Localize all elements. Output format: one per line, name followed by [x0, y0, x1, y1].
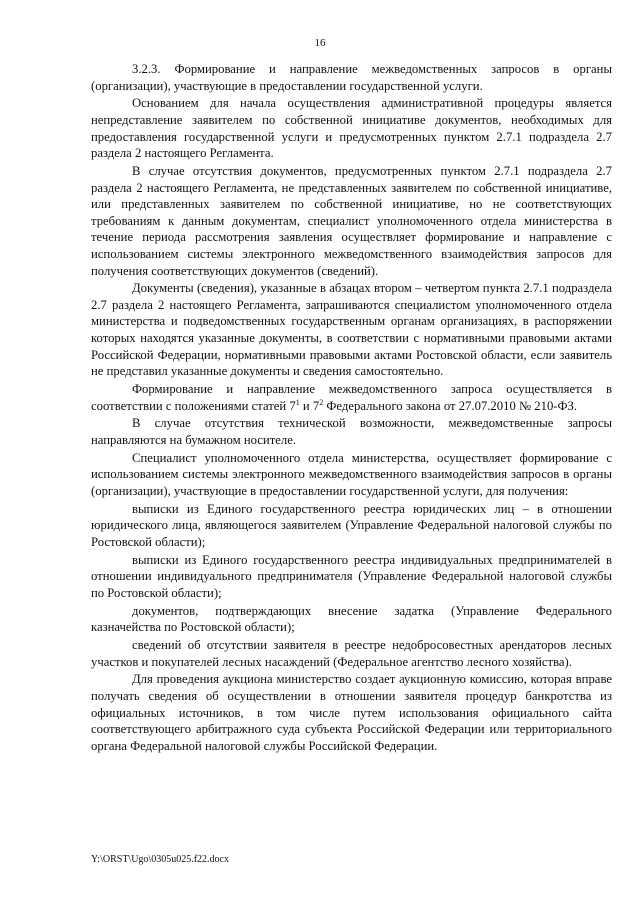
superscript: 1 — [295, 397, 300, 407]
superscript: 2 — [319, 397, 324, 407]
paragraph: В случае отсутствия документов, предусмотренных пунктом 2.7.1 подраздела 2.7 раздела 2 настоящего Регламента, не представленных заявителем по собственной инициативе, или представленных заявителем по собственной инициативе, но не соответствующих требованиям к данным документам, специалист уполномоченного отдела министерства в течение периода рассмотрения заявления осуществляет формирование и направление с использованием системы электронного межведомственного взаимодействия запросов для получения соответствующих документов (сведений). — [91, 163, 612, 278]
page-number: 16 — [314, 37, 326, 49]
paragraph: Основанием для начала осуществления административной процедуры является непредставление заявителем по собственной инициативе документов, необходимых для предоставления государственной услуги и предусмотренных пунктом 2.7.1 подраздела 2.7 раздела 2 настоящего Регламента. — [91, 96, 612, 161]
document-body — [91, 61, 612, 756]
paragraph: В случае отсутствия технической возможности, межведомственные запросы направляются на бумажном носителе. — [91, 416, 612, 447]
law-text-after: Федерального закона от 27.07.2010 № 210-ФЗ. — [323, 398, 578, 413]
law-reference-paragraph — [91, 381, 612, 414]
list-item: выписки из Единого государственного реестра юридических лиц – в отношении юридического лица, являющегося заявителем (Управление Федеральной налоговой службы по Ростовской области); — [91, 501, 612, 549]
law-text-middle: и 7 — [299, 398, 320, 413]
paragraph: Для проведения аукциона министерство создает аукционную комиссию, которая вправе получать сведения об осуществлении в отношении заявителя процедур банкротства из официальных источников, в том числе путем использования официального сайта соответствующего арбитражного суда субъекта Российской Федерации или территориального органа Федеральной налоговой службы Российской Федерации. — [91, 672, 612, 753]
list-item: документов, подтверждающих внесение задатка (Управление Федерального казначейства по Ростовской области); — [91, 603, 612, 635]
paragraph: Документы (сведения), указанные в абзацах втором – четвертом пункта 2.7.1 подраздела 2.7 раздела 2 настоящего Регламента, запрашиваются специалистом уполномоченного отдела министерства и подведомственных государственным органам организациях, в распоряжении которых находятся указанные документы, в соответствии с нормативными правовыми актами Российской Федерации, нормативными правовыми актами Ростовской области, если заявитель не представил указанные документы и сведения самостоятельно. — [91, 281, 612, 379]
list-item: сведений об отсутствии заявителя в реестре недобросовестных арендаторов лесных участков и покупателей лесных насаждений (Федеральное агентство лесного хозяйства). — [91, 638, 612, 669]
paragraph: Специалист уполномоченного отдела министерства, осуществляет формирование с использованием системы электронного межведомственного взаимодействия запросов в органы (организации), участвующие в предоставлении государственной услуги, для получения: — [91, 450, 612, 498]
section-heading: 3.2.3. Формирование и направление межведомственных запросов в органы (организации), участвующие в предоставлении государственной услуги. — [91, 62, 612, 93]
list-item: выписки из Единого государственного реестра индивидуальных предпринимателей в отношении индивидуального предпринимателя (Управление Федеральной налоговой службы по Ростовской области); — [91, 552, 612, 600]
law-text-before: Формирование и направление межведомственного запроса осуществляется в соответствии с положениями статей 7 — [91, 382, 612, 413]
footer-file-path: Y:\ORST\Ugo\0305u025.f22.docx — [91, 854, 229, 865]
